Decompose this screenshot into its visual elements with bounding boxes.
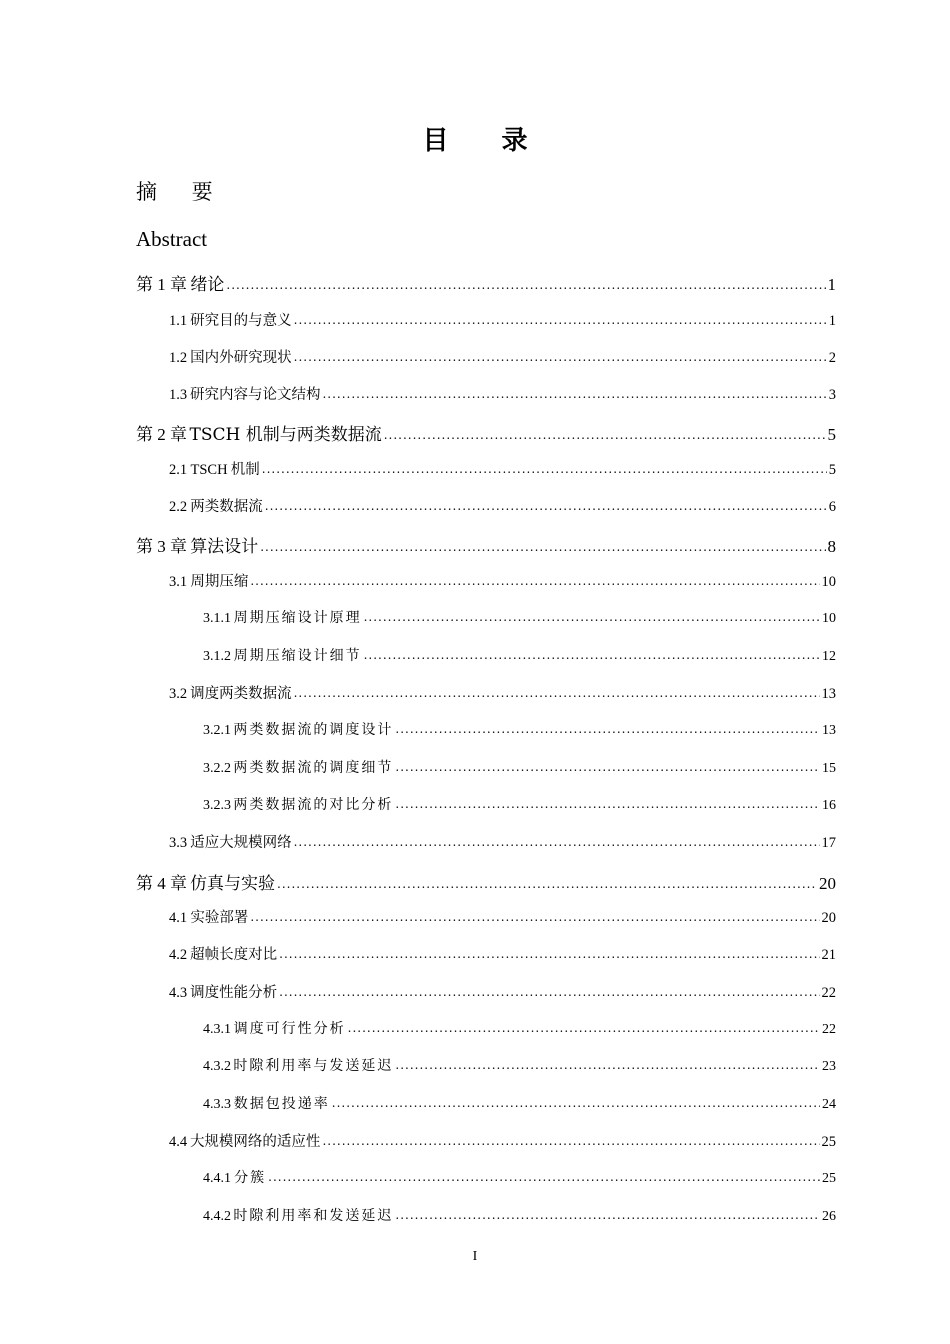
toc-entry-label: 两类数据流的对比分析 [233,797,394,813]
toc-dot-leader [294,686,820,700]
toc-entry-label: 大规模网络的适应性 [189,1134,321,1150]
toc-entry-number: 4.1 [169,910,188,926]
toc-entry-page: 1 [828,313,836,329]
page-number: I [472,1249,478,1264]
toc-entry-page: 24 [822,1097,836,1112]
toc-entry[interactable] [203,607,836,627]
toc-entry-page: 8 [827,537,836,556]
toc-entry[interactable] [169,1130,836,1151]
toc-entry[interactable] [169,906,836,927]
toc-entry[interactable] [169,383,836,404]
toc-entry-label: 实验部署 [190,910,249,926]
toc-entry[interactable] [203,1018,836,1038]
toc-entry-label: 数据包投递率 [233,1096,330,1112]
toc-entry-label: 周期压缩设计原理 [233,610,362,626]
toc-entry[interactable] [203,1055,836,1075]
toc-dot-leader [250,910,819,924]
toc-entry-page: 5 [827,425,836,444]
toc-entry-number: 4.2 [169,947,188,963]
toc-entry-number: 3.1 [169,574,188,590]
toc-entry-number: 3.1.2 [203,649,231,664]
toc-entry-page: 22 [822,1022,836,1037]
toc-entry-number: 4.4.1 [203,1171,231,1186]
toc-entry-number: 第 4 章 [136,874,187,893]
toc-entry-label: 研究目的与意义 [190,313,292,329]
toc-entry-number: 3.2 [169,686,188,702]
toc-entry-number: 2.1 TSCH [169,462,228,478]
toc-entry-number: 3.2.1 [203,723,231,738]
toc-entry-label: 周期压缩 [190,574,249,590]
toc-entry[interactable] [136,532,836,557]
toc-entry[interactable] [203,794,836,814]
toc-entry[interactable] [169,682,836,703]
toc-dot-leader [332,1096,820,1110]
toc-dot-leader [384,428,826,442]
abstract-cn-heading: 摘 要 [136,180,227,204]
toc-entry[interactable] [203,757,836,777]
toc-entry-page: 10 [822,611,836,626]
toc-entry-label: 分簇 [234,1170,267,1186]
toc-entry-page: 20 [821,910,836,926]
toc-entry-label: 国内外研究现状 [190,350,292,366]
toc-dot-leader [262,462,827,476]
toc-entry-label: 时隙利用率和发送延迟 [233,1208,394,1224]
toc-title: 目 录 [422,126,550,156]
toc-entry-page: 13 [821,686,836,702]
toc-entry-page: 2 [828,350,836,366]
toc-entry-page: 1 [827,275,836,294]
toc-dot-leader [294,313,827,327]
toc-entry[interactable] [203,1093,836,1113]
toc-entry-page: 10 [821,574,836,590]
toc-dot-leader [294,835,820,849]
toc-dot-leader [279,947,819,961]
toc-entry-page: 17 [821,835,836,851]
toc-entry-label: TSCH 机制与两类数据流 [189,425,382,445]
toc-entry[interactable] [169,943,836,964]
toc-entry-number: 第 1 章 [136,275,187,294]
toc-entry-page: 26 [822,1209,836,1224]
toc-dot-leader [364,610,820,624]
toc-dot-leader [395,797,820,811]
toc-entry-page: 23 [822,1059,836,1074]
toc-dot-leader [395,760,820,774]
toc-entry[interactable] [169,981,836,1002]
toc-entry-page: 12 [822,649,836,664]
toc-entry-number: 4.3 [169,985,188,1001]
toc-entry-number: 第 3 章 [136,537,187,556]
toc-entry-page: 16 [822,798,836,813]
toc-entry-label: 仿真与实验 [190,874,276,894]
toc-entry-label: 调度性能分析 [190,985,278,1001]
toc-entry[interactable] [169,309,836,330]
toc-entry[interactable] [169,346,836,367]
toc-entry[interactable] [169,570,836,591]
toc-entry[interactable] [203,1167,836,1187]
toc-entry[interactable] [136,420,836,445]
toc-entry-number: 1.3 [169,387,188,403]
toc-entry-number: 4.3.2 [203,1059,231,1074]
toc-entry-number: 4.3.3 [203,1097,231,1112]
abstract-en-heading: Abstract [136,227,208,251]
toc-entry-page: 6 [828,499,836,515]
toc-dot-leader [322,1134,819,1148]
toc-entry-label: 超帧长度对比 [190,947,278,963]
toc-entry-label: 调度两类数据流 [190,686,292,702]
toc-entry-page: 5 [828,462,836,478]
toc-entry[interactable] [169,831,836,852]
toc-entry[interactable] [136,869,836,894]
toc-entry-label: 绪论 [190,275,225,295]
toc-entry-page: 13 [822,723,836,738]
toc-entry-label: 算法设计 [190,537,259,557]
toc-entry[interactable] [203,645,836,665]
toc-dot-leader [279,985,819,999]
toc-dot-leader [395,1058,820,1072]
toc-entry-label: 时隙利用率与发送延迟 [233,1058,394,1074]
toc-entry-label: 调度可行性分析 [233,1021,346,1037]
toc-dot-leader [268,1170,820,1184]
toc-entry-number: 第 2 章 [136,425,187,444]
toc-entry-page: 25 [821,1134,836,1150]
toc-dot-leader [348,1021,820,1035]
toc-entry-number: 3.2.3 [203,798,231,813]
toc-dot-leader [250,574,819,588]
toc-entry[interactable] [169,495,836,516]
toc-dot-leader [322,387,826,401]
toc-entry-number: 2.2 [169,499,188,515]
toc-entry-page: 3 [828,387,836,403]
toc-entry-page: 15 [822,761,836,776]
toc-entry-number: 1.2 [169,350,188,366]
toc-entry-number: 3.1.1 [203,611,231,626]
toc-dot-leader [294,350,827,364]
toc-entry[interactable] [169,458,836,479]
toc-dot-leader [265,499,827,513]
toc-entry-number: 4.3.1 [203,1022,231,1037]
toc-entry-label: 两类数据流的调度细节 [233,760,394,776]
toc-dot-leader [226,278,825,292]
toc-entry-number: 4.4 [169,1134,188,1150]
toc-dot-leader [260,540,825,554]
toc-entry-page: 20 [819,874,836,893]
toc-entry-page: 21 [821,947,836,963]
toc-entry-label: 两类数据流 [190,499,263,515]
toc-entry-number: 4.4.2 [203,1209,231,1224]
toc-dot-leader [364,648,820,662]
toc-entry-page: 22 [821,985,836,1001]
toc-dot-leader [277,877,817,891]
toc-entry[interactable] [136,270,836,295]
toc-entry-label: 研究内容与论文结构 [189,387,321,403]
toc-entry-label: 适应大规模网络 [190,835,292,851]
toc-entry[interactable] [203,1205,836,1225]
toc-entry-number: 3.3 [169,835,188,851]
toc-entry-label: 机制 [230,462,260,478]
toc-entry-number: 3.2.2 [203,761,231,776]
toc-entry-label: 两类数据流的调度设计 [233,722,394,738]
toc-dot-leader [395,722,820,736]
toc-entry-page: 25 [822,1171,836,1186]
toc-entry-number: 1.1 [169,313,188,329]
toc-entry-label: 周期压缩设计细节 [233,648,362,664]
toc-entry[interactable] [203,719,836,739]
toc-dot-leader [395,1208,820,1222]
